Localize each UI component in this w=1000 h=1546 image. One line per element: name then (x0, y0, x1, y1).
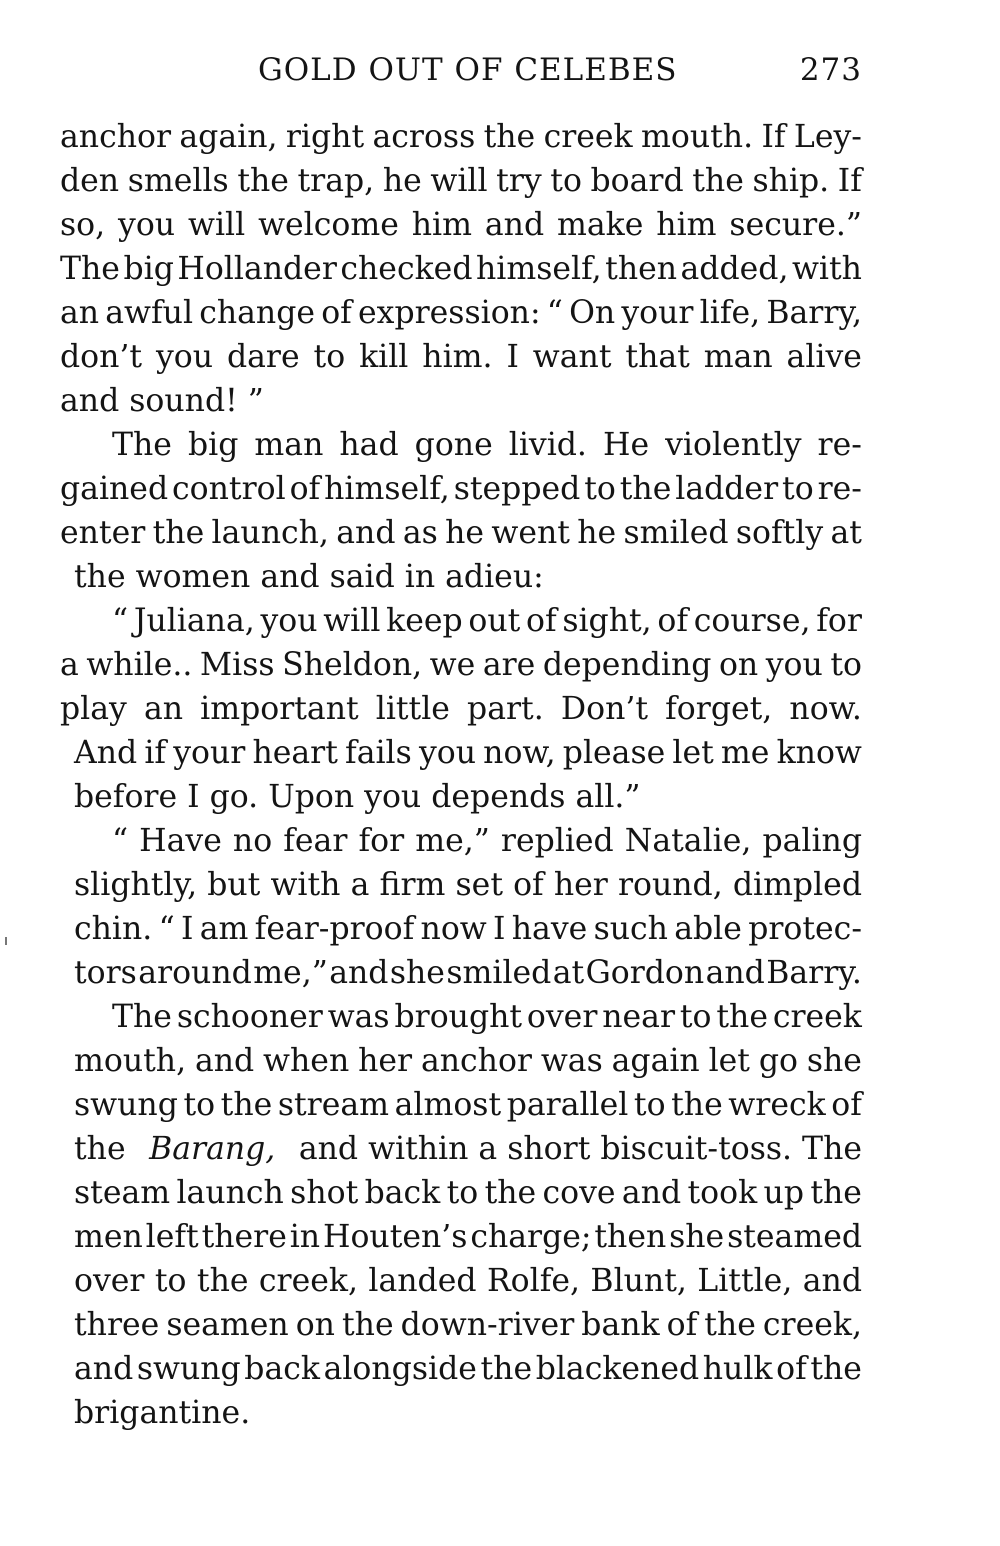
text-fragment: and within a short biscuit-toss. The (298, 1131, 862, 1167)
word: gained (60, 471, 169, 507)
word: softly (735, 515, 824, 551)
word: and (802, 1263, 862, 1299)
word: go (758, 1043, 798, 1079)
text-line (60, 907, 862, 951)
word: trap, (297, 163, 375, 199)
word: let (672, 735, 714, 771)
word: On (569, 295, 616, 331)
word: The (112, 999, 172, 1035)
word: mouth, (74, 1043, 187, 1079)
word: your (621, 295, 694, 331)
word: again, (179, 119, 278, 155)
paragraph-first-line (60, 995, 862, 1039)
word: man (254, 427, 324, 463)
word: of (657, 603, 689, 639)
word: gone (414, 427, 493, 463)
word: fear-proof (254, 911, 415, 947)
word: to (446, 1175, 479, 1211)
word: me,” (253, 955, 328, 991)
word: “ (158, 911, 175, 947)
word: Barry. (766, 955, 862, 991)
word: she (669, 1219, 725, 1255)
word: smiled (446, 955, 552, 991)
word: then (594, 1219, 667, 1255)
text-line (60, 335, 862, 379)
word: the (196, 1263, 249, 1299)
word: am (199, 911, 249, 947)
word: replied (500, 823, 614, 859)
word: creek (543, 119, 633, 155)
word: Blunt, (590, 1263, 687, 1299)
word: know (776, 735, 862, 771)
word: forget, (665, 691, 773, 727)
word: that (625, 339, 690, 375)
word: the (220, 1087, 273, 1123)
word: Natalie, (624, 823, 752, 859)
word: Gordon (585, 955, 705, 991)
word: him. (422, 339, 493, 375)
word: big (123, 251, 174, 287)
word: swung (74, 1087, 178, 1123)
text-line: and sound! ” (60, 383, 264, 419)
text-line (60, 203, 862, 247)
word: the (692, 163, 744, 199)
word: landed (368, 1263, 477, 1299)
word: schooner (176, 999, 323, 1035)
word: to (313, 339, 346, 375)
word: now (420, 911, 487, 947)
word: set (455, 867, 503, 903)
word: she (389, 955, 445, 991)
word: “ (112, 603, 129, 639)
text-line: before I go. Upon you depends all.” (74, 779, 641, 815)
text-line (60, 511, 862, 555)
word: to (154, 1263, 187, 1299)
word: depending (542, 647, 712, 683)
word: protec- (748, 911, 862, 947)
word: launch, (211, 515, 329, 551)
word: checked (340, 251, 473, 287)
text-line (60, 247, 862, 291)
word: I (506, 339, 519, 375)
word: him (656, 207, 717, 243)
word: blackened (535, 1351, 700, 1387)
word: will (430, 163, 488, 199)
word: let (708, 1043, 750, 1079)
word: I (493, 911, 506, 947)
word: will (188, 207, 246, 243)
ship-name-italic: Barang, (149, 1131, 276, 1167)
word: him (411, 207, 472, 243)
word: alive (786, 339, 862, 375)
word: Hollander (177, 251, 337, 287)
word: the (152, 515, 205, 551)
word: me (720, 735, 770, 771)
word: fails (345, 735, 412, 771)
text-line: brigantine. (74, 1395, 251, 1431)
word: big (187, 427, 239, 463)
text-line (60, 951, 862, 995)
word: across (372, 119, 476, 155)
word: able (674, 911, 742, 947)
word: almost (394, 1087, 502, 1123)
word: up (763, 1175, 804, 1211)
word: stream (277, 1087, 390, 1123)
word: hulk (702, 1351, 773, 1387)
word: steam (74, 1175, 171, 1211)
word: The (112, 427, 172, 463)
word: livid. (508, 427, 587, 463)
word: he (382, 163, 422, 199)
text-line (60, 1171, 862, 1215)
word: secure.” (729, 207, 862, 243)
word: dimpled (732, 867, 862, 903)
word: make (557, 207, 644, 243)
word: change (199, 295, 316, 331)
word: of (831, 1087, 862, 1123)
word: and (336, 515, 396, 551)
word: “ (546, 295, 563, 331)
word: was (540, 1043, 603, 1079)
word: on (295, 1307, 335, 1343)
word: to (782, 471, 814, 507)
word: an (143, 691, 184, 727)
word: part. (467, 691, 544, 727)
word: brought (394, 999, 523, 1035)
word: near (602, 999, 676, 1035)
word: you (156, 339, 214, 375)
word: swung (136, 1351, 241, 1387)
word: Little, (697, 1263, 793, 1299)
word: alongside (323, 1351, 477, 1387)
word: course, (693, 603, 811, 639)
word: fear (283, 823, 348, 859)
word: tors (74, 955, 137, 991)
word: are (482, 647, 536, 683)
word: parallel (506, 1087, 629, 1123)
word: keep (386, 603, 463, 639)
word: wreck (728, 1087, 826, 1123)
word: try (496, 163, 542, 199)
text-line-with-ship-name (60, 1127, 862, 1171)
running-head-title: GOLD OUT OF CELEBES (258, 52, 678, 88)
word: the (480, 1351, 533, 1387)
word: round, (617, 867, 723, 903)
word: over (526, 999, 598, 1035)
word: out (468, 603, 521, 639)
word: and (194, 1043, 255, 1079)
word: himself, (324, 471, 450, 507)
word: creek (772, 999, 862, 1035)
word: men (74, 1219, 143, 1255)
word: left (145, 1219, 199, 1255)
word: Sheldon, (282, 647, 423, 683)
word: play (60, 691, 127, 727)
word: of (666, 1307, 698, 1343)
word: then (605, 251, 678, 287)
word: of (289, 471, 321, 507)
word: himself, (475, 251, 602, 287)
word: while.. (86, 647, 193, 683)
word: we (429, 647, 476, 683)
word: you (418, 735, 477, 771)
page-number: 273 (799, 52, 862, 88)
word: for (358, 823, 405, 859)
word: If (761, 119, 786, 155)
word: will (323, 603, 381, 639)
word: board (590, 163, 684, 199)
word: important (200, 691, 359, 727)
word: of (513, 867, 544, 903)
text-line (60, 643, 862, 687)
word: the (619, 471, 672, 507)
word: If (837, 163, 862, 199)
word: your (173, 735, 246, 771)
word: such (593, 911, 668, 947)
word: Have (139, 823, 222, 859)
word: on (718, 647, 759, 683)
word: awful (105, 295, 194, 331)
word: anchor (420, 1043, 532, 1079)
word: control (172, 471, 286, 507)
word: mouth. (641, 119, 754, 155)
word: and (329, 955, 389, 991)
word: to (679, 999, 712, 1035)
word: re- (817, 471, 862, 507)
ship-name (149, 1127, 275, 1171)
word: he (577, 515, 617, 551)
word: The (60, 251, 120, 287)
word: And (74, 735, 138, 771)
word: Don’t (560, 691, 649, 727)
word: no (232, 823, 273, 859)
word: chin. (74, 911, 153, 947)
word: of (321, 295, 352, 331)
word: man (703, 339, 773, 375)
text-line (60, 159, 862, 203)
scan-speck (5, 937, 7, 945)
word: smiled (623, 515, 729, 551)
word: violently (665, 427, 802, 463)
word: with (270, 867, 341, 903)
word: her (358, 1043, 413, 1079)
word: had (339, 427, 399, 463)
word: there (201, 1219, 287, 1255)
word: when (263, 1043, 350, 1079)
word: ladder (675, 471, 779, 507)
word: the (237, 163, 289, 199)
word: the (342, 1307, 394, 1343)
word: to (550, 163, 582, 199)
word: creek, (258, 1263, 358, 1299)
word: down-river (400, 1307, 575, 1343)
word: took (687, 1175, 758, 1211)
word: and (484, 207, 545, 243)
word: right (285, 119, 365, 155)
word: slightly, (74, 867, 198, 903)
word: charge; (470, 1219, 592, 1255)
word: the (810, 1351, 862, 1387)
word: I (180, 911, 194, 947)
word: the (810, 1175, 862, 1211)
text-line (60, 863, 862, 907)
word: if (144, 735, 167, 771)
word: dare (226, 339, 300, 375)
word: to (584, 471, 616, 507)
word: paling (762, 823, 862, 859)
word: and (621, 1175, 682, 1211)
word: expression: (358, 295, 541, 331)
word: ship. (752, 163, 830, 199)
word: welcome (258, 207, 399, 243)
word: re- (817, 427, 862, 463)
word: three (74, 1307, 160, 1343)
word: anchor (60, 119, 172, 155)
paragraph-first-line (60, 819, 862, 863)
word: don’t (60, 339, 143, 375)
word: of (525, 603, 557, 639)
word: you (260, 603, 318, 639)
word: back (364, 1175, 441, 1211)
word: again (611, 1043, 700, 1079)
word: cove (542, 1175, 616, 1211)
word: now, (483, 735, 556, 771)
word: to (183, 1087, 216, 1123)
word: back (244, 1351, 320, 1387)
word: with (791, 251, 862, 287)
word: seamen (166, 1307, 289, 1343)
word: shot (290, 1175, 359, 1211)
word: the (484, 1175, 537, 1211)
text-line: the women and said in adieu: (74, 559, 544, 595)
word: He (602, 427, 650, 463)
word: creek, (762, 1307, 862, 1343)
text-fragment: the (74, 1131, 126, 1167)
word: steamed (727, 1219, 862, 1255)
word: me,” (415, 823, 490, 859)
word: little (375, 691, 450, 727)
word: life, (699, 295, 761, 331)
text-line (60, 1039, 862, 1083)
word: the (671, 1087, 723, 1123)
text-line (60, 1303, 862, 1347)
word: now. (789, 691, 862, 727)
paragraph-first-line (60, 599, 862, 643)
text-line (60, 1259, 862, 1303)
word: in (289, 1219, 321, 1255)
word: sight, (562, 603, 652, 639)
word: want (532, 339, 612, 375)
word: and (705, 955, 765, 991)
word: smells (127, 163, 229, 199)
word: around (138, 955, 252, 991)
word: Barry, (766, 295, 862, 331)
word: a (60, 647, 79, 683)
word: but (207, 867, 261, 903)
text-line (60, 291, 862, 335)
text-line (60, 687, 862, 731)
text-line (60, 1215, 862, 1259)
word: at (552, 955, 585, 991)
word: Juliana, (133, 603, 255, 639)
word: to (830, 647, 862, 683)
word: Miss (199, 647, 275, 683)
word: Ley- (793, 119, 862, 155)
word: Houten’s (322, 1219, 468, 1255)
word: so, (60, 207, 106, 243)
word: to (633, 1087, 666, 1123)
text-line (60, 467, 862, 511)
word: over (74, 1263, 145, 1299)
text-line (60, 1347, 862, 1391)
word: “ (112, 823, 129, 859)
paragraph-first-line (60, 423, 862, 467)
word: kill (359, 339, 409, 375)
word: bank (581, 1307, 660, 1343)
word: as (402, 515, 438, 551)
word: went (491, 515, 570, 551)
word: was (327, 999, 390, 1035)
word: firm (379, 867, 446, 903)
word: at (830, 515, 862, 551)
word: den (60, 163, 120, 199)
word: heart (252, 735, 338, 771)
word: the (716, 999, 768, 1035)
word: the (483, 119, 536, 155)
word: added, (680, 251, 789, 287)
word: and (74, 1351, 134, 1387)
running-head (60, 52, 862, 96)
word: please (562, 735, 666, 771)
word: she (806, 1043, 862, 1079)
word: launch (176, 1175, 284, 1211)
word: you (765, 647, 823, 683)
word: Rolfe, (486, 1263, 581, 1299)
word: enter (60, 515, 146, 551)
word: her (553, 867, 608, 903)
text-line (60, 1083, 862, 1127)
text-line (60, 731, 862, 775)
word: for (816, 603, 862, 639)
word: you (118, 207, 176, 243)
word: an (60, 295, 100, 331)
word: the (704, 1307, 756, 1343)
word: have (511, 911, 588, 947)
word: stepped (453, 471, 581, 507)
word: a (350, 867, 370, 903)
word: of (776, 1351, 807, 1387)
word: he (445, 515, 485, 551)
text-line (60, 115, 862, 159)
